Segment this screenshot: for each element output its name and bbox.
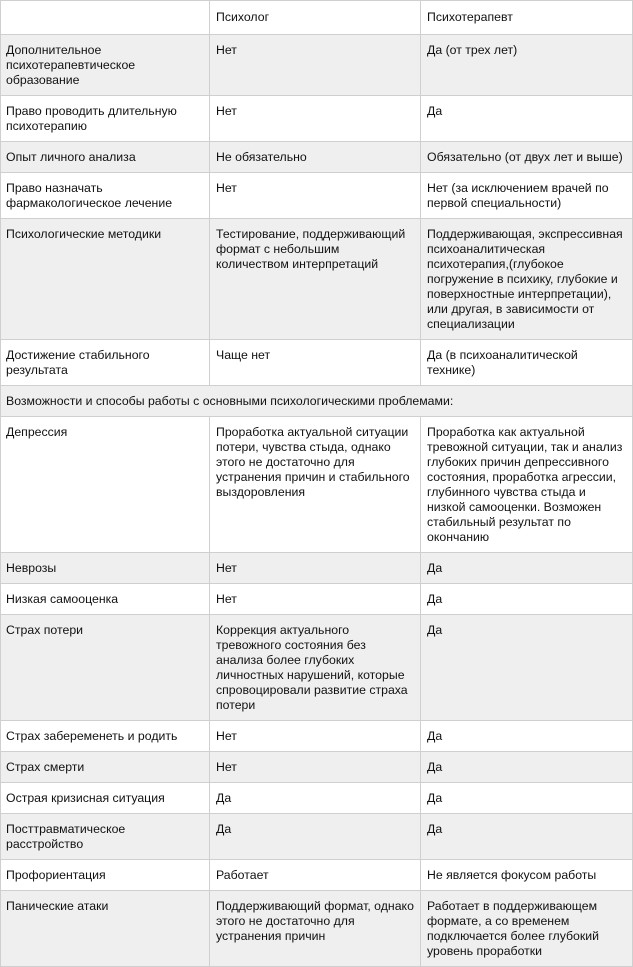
table-row <box>1 814 633 860</box>
row-psychologist-cell: Чаще нет <box>210 340 421 386</box>
row-criterion-cell: Право назначать фармакологическое лечение <box>1 173 210 219</box>
row-criterion-cell: Опыт личного анализа <box>1 142 210 173</box>
row-criterion-cell: Депрессия <box>1 417 210 553</box>
header-row <box>1 1 633 35</box>
row-criterion-cell: Неврозы <box>1 553 210 584</box>
row-psychologist-cell: Нет <box>210 553 421 584</box>
row-psychologist-cell: Тестирование, поддерживающий формат с небольшим количеством интерпретаций <box>210 219 421 340</box>
row-psychotherapist-cell: Да <box>421 615 633 721</box>
table-row <box>1 721 633 752</box>
row-psychotherapist-cell: Проработка как актуальной тревожной ситуации, так и анализ глубоких причин депрессивного состояния, проработка агрессии, глубинного чувства стыда и низкой самооценки. Возможен стабильный результат по окончанию <box>421 417 633 553</box>
row-criterion-cell: Страх смерти <box>1 752 210 783</box>
table-row <box>1 860 633 891</box>
row-psychologist-cell: Работает <box>210 860 421 891</box>
row-psychologist-cell: Нет <box>210 584 421 615</box>
row-criterion-cell: Острая кризисная ситуация <box>1 783 210 814</box>
row-psychologist-cell: Нет <box>210 35 421 96</box>
row-psychotherapist-cell: Да <box>421 96 633 142</box>
row-psychotherapist-cell: Да <box>421 553 633 584</box>
table-row <box>1 891 633 967</box>
row-psychologist-cell: Проработка актуальной ситуации потери, чувства стыда, однако этого не достаточно для устранения причин и стабильного выздоровления <box>210 417 421 553</box>
row-criterion-cell: Право проводить длительную психотерапию <box>1 96 210 142</box>
row-criterion-cell: Достижение стабильного результата <box>1 340 210 386</box>
table-row <box>1 584 633 615</box>
row-psychotherapist-cell: Обязательно (от двух лет и выше) <box>421 142 633 173</box>
section-heading: Возможности и способы работы с основными психологическими проблемами: <box>1 386 633 417</box>
header-cell-psychologist: Психолог <box>210 1 421 35</box>
row-psychologist-cell: Нет <box>210 752 421 783</box>
table-row <box>1 219 633 340</box>
row-psychologist-cell: Да <box>210 783 421 814</box>
row-psychotherapist-cell: Да <box>421 752 633 783</box>
header-cell-psychotherapist: Психотерапевт <box>421 1 633 35</box>
row-criterion-cell: Психологические методики <box>1 219 210 340</box>
row-psychologist-cell: Не обязательно <box>210 142 421 173</box>
row-psychologist-cell: Нет <box>210 96 421 142</box>
table-row <box>1 35 633 96</box>
table-row <box>1 417 633 553</box>
row-psychotherapist-cell: Да (от трех лет) <box>421 35 633 96</box>
row-psychologist-cell: Да <box>210 814 421 860</box>
row-psychologist-cell: Нет <box>210 173 421 219</box>
row-psychologist-cell: Поддерживающий формат, однако этого не достаточно для устранения причин <box>210 891 421 967</box>
row-psychologist-cell: Коррекция актуального тревожного состояния без анализа более глубоких личностных нарушений, которые спровоцировали развитие страха потери <box>210 615 421 721</box>
row-psychotherapist-cell: Поддерживающая, экспрессивная психоаналитическая психотерапия,(глубокое погружение в психику, глубокие и поверхностные интерпретации), или другая, в зависимости от специализации <box>421 219 633 340</box>
row-psychotherapist-cell: Нет (за исключением врачей по первой специальности) <box>421 173 633 219</box>
section-row <box>1 386 633 417</box>
row-criterion-cell: Панические атаки <box>1 891 210 967</box>
table-row <box>1 553 633 584</box>
table-row <box>1 173 633 219</box>
table-row <box>1 752 633 783</box>
table-row <box>1 783 633 814</box>
table-row <box>1 96 633 142</box>
row-criterion-cell: Страх забеременеть и родить <box>1 721 210 752</box>
comparison-table-body <box>1 1 633 967</box>
row-psychologist-cell: Нет <box>210 721 421 752</box>
row-psychotherapist-cell: Да <box>421 721 633 752</box>
table-row <box>1 142 633 173</box>
row-criterion-cell: Дополнительное психотерапевтическое образование <box>1 35 210 96</box>
row-criterion-cell: Страх потери <box>1 615 210 721</box>
row-psychotherapist-cell: Да <box>421 584 633 615</box>
row-psychotherapist-cell: Да (в психоаналитической технике) <box>421 340 633 386</box>
row-psychotherapist-cell: Да <box>421 814 633 860</box>
header-cell-criterion <box>1 1 210 35</box>
row-psychotherapist-cell: Работает в поддерживающем формате, а со временем подключается более глубокий уровень проработки <box>421 891 633 967</box>
row-psychotherapist-cell: Да <box>421 783 633 814</box>
table-row <box>1 615 633 721</box>
row-criterion-cell: Низкая самооценка <box>1 584 210 615</box>
row-psychotherapist-cell: Не является фокусом работы <box>421 860 633 891</box>
row-criterion-cell: Профориентация <box>1 860 210 891</box>
row-criterion-cell: Посттравматическое расстройство <box>1 814 210 860</box>
table-row <box>1 340 633 386</box>
